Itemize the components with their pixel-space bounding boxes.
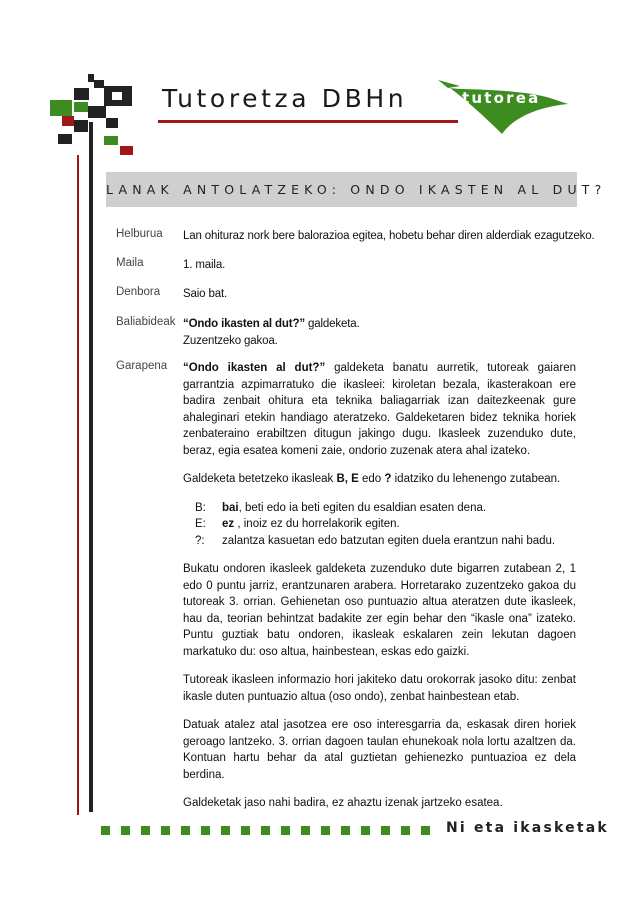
tutorea-logo — [436, 78, 572, 140]
garapena-paragraph-4: Tutoreak ikasleen informazio hori jakiteko datu orokorrak jasoko ditu: zenbat ikasle duten puntuazio altua (oso ondo), zenbat hainbestean etab. — [183, 674, 576, 703]
text-helburua: Lan ohituraz nork bere balorazioa egitea, hobetu behar diren alderdiak ezagutzeko. — [183, 230, 595, 242]
vertical-rule-red — [77, 155, 79, 815]
page-title: Tutoretza DBHn — [162, 84, 408, 113]
legend-item: E: ez , inoiz ez du horrelakorik egiten. — [195, 518, 400, 530]
answer-legend — [183, 500, 576, 550]
label-denbora: Denbora — [116, 286, 161, 298]
footer-title: Ni eta ikasketak — [446, 820, 609, 836]
title-underline — [158, 120, 458, 123]
legend-item: ?: zalantza kasuetan edo batzutan egiten duela erantzun nahi badu. — [195, 534, 556, 547]
garapena-paragraph-6: Galdeketak jaso nahi badira, ez ahaztu izenak jartzeko esatea. — [183, 797, 503, 809]
text-denbora: Saio bat. — [183, 288, 228, 300]
garapena-paragraph-1: “Ondo ikasten al dut?” galdeketa banatu aurretik, tutoreak gaiaren garrantzia azpimarratuko die ikasleei: kiroletan bezala, ikasterakoan ere badira zenbait ohitura eta teknika baliagarriak izan daitezkeenak gure ahaleginari etekin handiago ateratzeko. Galdeketaren bidez teknika horiek zenbateraino erabiltzen ditugun jakingo dugu. Ikasleek zuzenduko dute, beraz, egia esatea komeni zaie, ondorio zuzenak atera ahal izateko. — [183, 362, 577, 457]
text-garapena — [183, 360, 576, 824]
label-helburua: Helburua — [116, 228, 163, 240]
label-garapena: Garapena — [116, 360, 168, 372]
baliabideak-line-1: “Ondo ikasten al dut?” galdeketa. — [183, 318, 360, 330]
garapena-paragraph-5: Datuak atalez atal jasotzea ere oso interesgarria da, eskasak diren horiek geroago lantzeko. 3. orrian dagoen taulan ehunekoak nola lortu azaltzen da. Kontuan hartu behar da atal guztietan gehienezko puntuazioa ez dela berdina. — [183, 719, 576, 781]
title-banner — [106, 172, 607, 207]
vertical-rule-dark — [89, 122, 93, 812]
questionnaire-title: “Ondo ikasten al dut?” — [183, 318, 305, 330]
label-baliabideak: Baliabideak — [116, 316, 176, 328]
label-maila: Maila — [116, 257, 144, 269]
garapena-paragraph-2: Galdeketa betetzeko ikasleak B, E edo ? idatziko du lehenengo zutabean. — [183, 473, 561, 485]
garapena-paragraph-3: Bukatu ondoren ikasleek galdeketa zuzenduko dute bigarren zutabean 2, 1 edo 0 puntu jarriz, erantzunaren arabera. Horretarako zuzentzeko gakoa du tutoreak 3. orrian. Gehienetan oso puntuazio altua ateratzen dute ikasleek, hau da, teorian behintzat badakite zer egin behar den “ikasle ona” izateko. Puntu guztiak batu ondoren, ikasleak eskalaren zein lekutan dagoen markatuko du: oso altua, hainbestean, eskas edo gaizki. — [183, 563, 576, 658]
text-baliabideak — [183, 316, 576, 349]
legend-item: B: bai, beti edo ia beti egiten du esaldian esaten dena. — [195, 501, 487, 514]
baliabideak-line-2: Zuzentzeko gakoa. — [183, 334, 278, 347]
text-maila: 1. maila. — [183, 259, 226, 271]
logo-text: tutorea — [462, 89, 541, 107]
banner-title: LANAK ANTOLATZEKO: ONDO IKASTEN AL DUT? — [106, 182, 607, 197]
